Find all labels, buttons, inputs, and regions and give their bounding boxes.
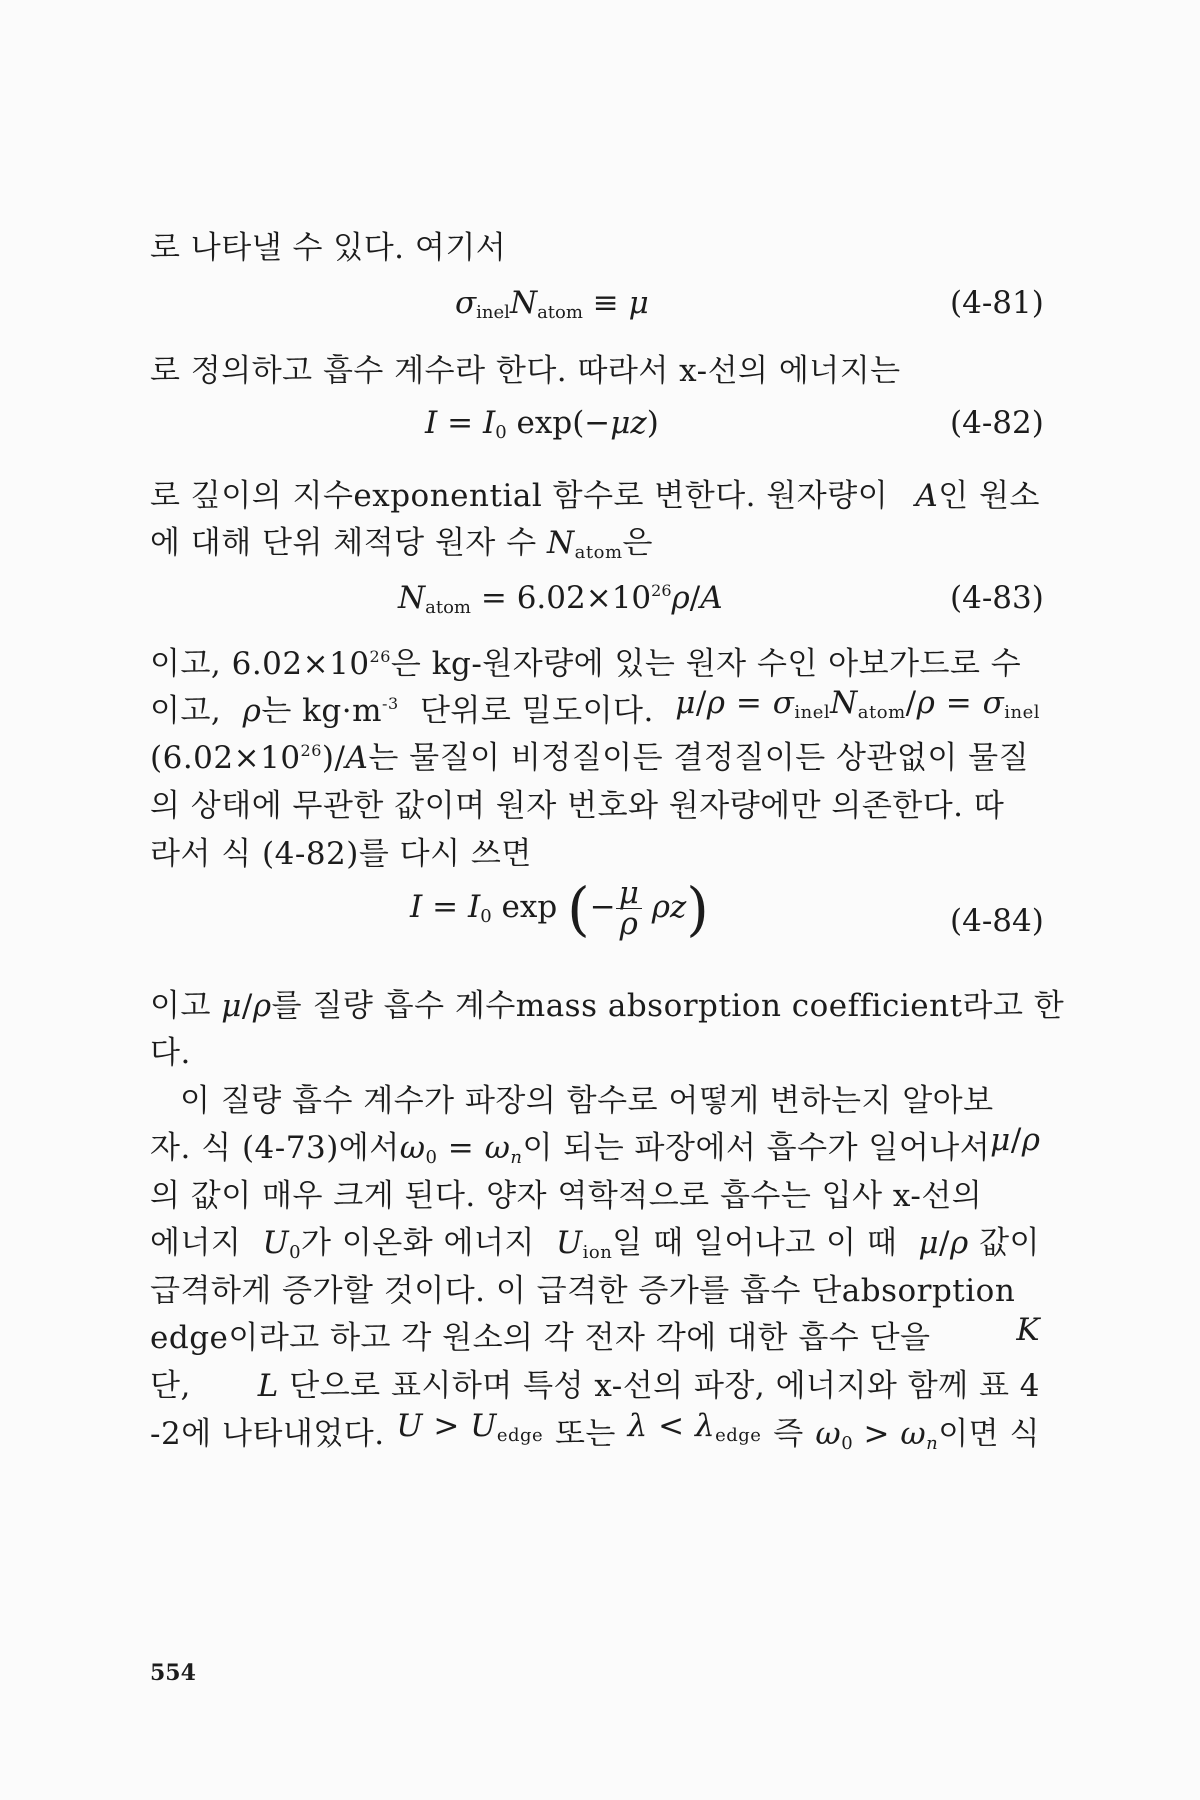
text-line: 단, L 단으로 표시하며 특성 x-선의 파장, 에너지와 함께 표 4 bbox=[150, 1368, 1040, 1404]
mu-over-rho-fraction: $\frac{\mu}{\rho}$ bbox=[616, 878, 642, 939]
text-line: -2에 나타내었다. $U > U_{edge}$ 또는 $\lambda < \lambda_{edge}$ 즉 $\omega_0 > \omega_n$이면 식 bbox=[150, 1408, 1040, 1454]
text-line: edge이라고 하고 각 원소의 각 전자 각에 대한 흡수 단을 K bbox=[150, 1312, 1040, 1356]
text-line: 로 나타낼 수 있다. 여기서 bbox=[150, 230, 507, 266]
text-line: 에 대해 단위 체적당 원자 수 $N_{atom}$은 bbox=[150, 525, 653, 563]
equation-number: (4-83) bbox=[950, 580, 1044, 616]
text-line: 로 깊이의 지수exponential 함수로 변한다. 원자량이 A인 원소 bbox=[150, 478, 1040, 514]
text-line: $(6.02\times 10^{26})/A$는 물질이 비정질이든 결정질이든 상관없이 물질 bbox=[150, 740, 1030, 776]
text-line: 이고, ρ는 $kg\cdot m^{-3}$ 단위로 밀도이다. $\mu/\rho = \sigma_{inel}N_{atom}/\rho = \sigma_{inel}$ bbox=[150, 685, 1040, 729]
equation-number: (4-84) bbox=[950, 903, 1044, 939]
text-line: 로 정의하고 흡수 계수라 한다. 따라서 x-선의 에너지는 bbox=[150, 353, 901, 389]
text-line: 이 질량 흡수 계수가 파장의 함수로 어떻게 변하는지 알아보 bbox=[180, 1083, 994, 1119]
equation-number: (4-81) bbox=[950, 285, 1044, 321]
text-line: 이고, $6.02\times 10^{26}$은 kg-원자량에 있는 원자 수인 아보가드로 수 bbox=[150, 646, 1022, 682]
text-line: 라서 식 (4-82)를 다시 쓰면 bbox=[150, 836, 532, 872]
text-line: 자. 식 (4-73)에서 $\omega_0 = \omega_n$이 되는 파장에서 흡수가 일어나서 μ/ρ bbox=[150, 1122, 1041, 1168]
page-number: 554 bbox=[150, 1660, 196, 1686]
text-line: 이고 μ/ρ를 질량 흡수 계수mass absorption coefficient라고 한 bbox=[150, 988, 1065, 1024]
text-line: 다. bbox=[150, 1035, 191, 1071]
text-line: 의 상태에 무관한 값이며 원자 번호와 원자량에만 의존한다. 따 bbox=[150, 788, 1005, 824]
text-line: 의 값이 매우 크게 된다. 양자 역학적으로 흡수는 입사 x-선의 bbox=[150, 1178, 983, 1214]
equation-number: (4-82) bbox=[950, 405, 1044, 441]
text-line: 에너지 $U_0$가 이온화 에너지 $U_{ion}$일 때 일어나고 이 때 μ/ρ 값이 bbox=[150, 1225, 1040, 1263]
text-line: 급격하게 증가할 것이다. 이 급격한 증가를 흡수 단absorption bbox=[150, 1273, 1016, 1309]
book-page: 로 나타낼 수 있다. 여기서 $\sigma_{inel}N_{atom} \equiv \mu$ (4-81) 로 정의하고 흡수 계수라 한다. 따라서 x-선의 에너지는 $I = I_0$ exp(−μz) (4-82) 로 깊이의 지수exponential 함수로 변한다. 원자량이 A인 원소 에 대해 단위 체적당 원자 수 $N_{atom}$은 $N_{atom} = 6.02\times 10^{26}\rho/A$ (4-83) 이고, $6.02\times 10^{26}$은 kg-원자량에 있는 원자 수인 아보가드로 수 이고, ρ는 $kg\cdot m^{-3}$ 단위로 밀도이다. $\mu/\rho = \sigma_{inel}N_{atom}/\rho = \sigma_{inel}$ $(6.02\times 10^{26})/A$는 물질이 비정질이든 결정질이든 상관없이 물질 의 상태에 무관한 값이며 원자 번호와 원자량에만 의존한다. 따 라서 식 (4-82)를 다시 쓰면 $I = I_0$ exp (− $\frac{\mu}{\rho}$ ρz) (4-84) 이고 μ/ρ를 질량 흡수 계수mass absorption coefficient라고 한 다. 이 질량 흡수 계수가 파장의 함수로 어떻게 변하는지 알아보 자. 식 (4-73)에서 $\omega_0 = \omega_n$이 되는 파장에서 흡수가 일어나서 μ/ρ 의 값이 매우 크게 된다. 양자 역학적으로 흡수는 입사 x-선의 에너지 $U_0$가 이온화 에너지 $U_{ion}$일 때 일어나고 이 때 μ/ρ 값이 급격하게 증가할 것이다. 이 급격한 증가를 흡수 단absorption edge이라고 하고 각 원소의 각 전자 각에 대한 흡수 단을 K 단, L 단으로 표시하며 특성 x-선의 파장, 에너지와 함께 표 4 -2에 나타내었다. $U > U_{edge}$ 또는 $\lambda < \lambda_{edge}$ 즉 $\omega_0 > \omega_n$이면 식 554 bbox=[0, 0, 1200, 1800]
